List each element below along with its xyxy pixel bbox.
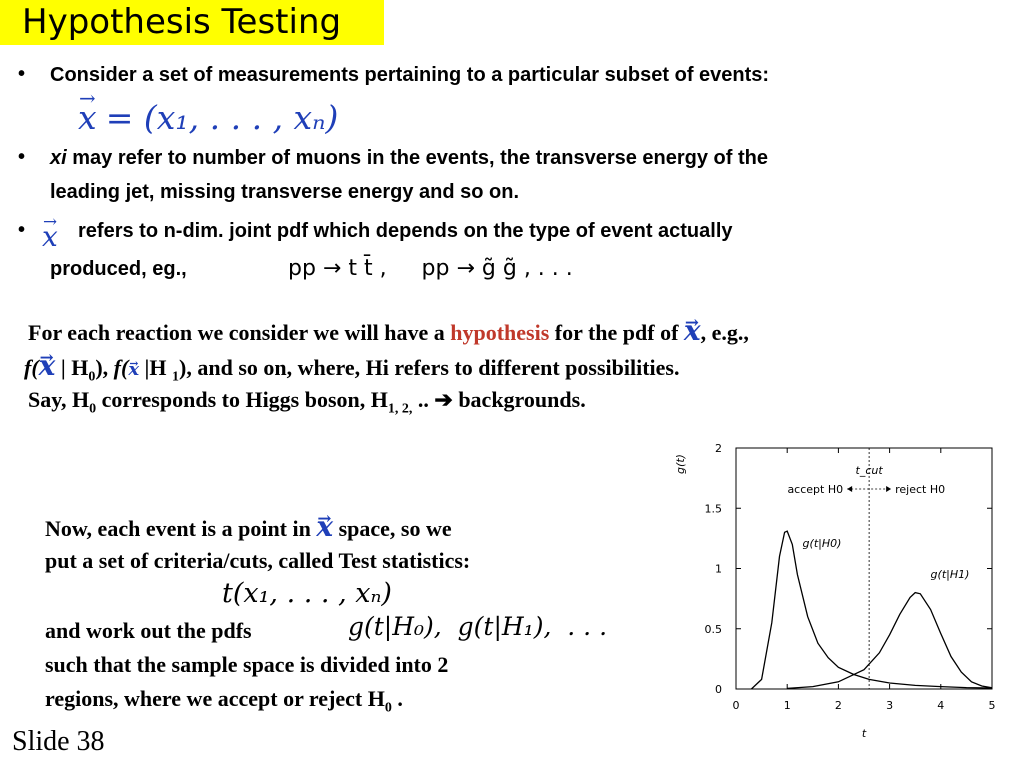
vector-x-inline: → x [39, 349, 56, 383]
paragraph-1-line-3: Say, $H_0$ corresponds to Higgs boson, $H_{1, 2,}$ .. ➔ backgrounds. [28, 387, 586, 417]
x-axis-label: t [861, 727, 867, 740]
y-tick-label: 0.5 [704, 622, 722, 636]
vector-definition [78, 98, 338, 137]
bullet-dot: • [18, 146, 26, 168]
bullet-2-line-1 [50, 141, 768, 175]
paragraph-2-line-4: such that the sample space is divided into 2 [45, 652, 449, 677]
series-line-0 [751, 531, 992, 689]
x-tick-label: 3 [886, 699, 894, 712]
bullet-2-line-2: leading jet, missing transverse energy and so on. [50, 181, 520, 203]
reject-label: reject H0 [895, 482, 946, 496]
y-tick-label: 1.5 [704, 502, 722, 516]
y-tick-label: 0 [715, 683, 722, 696]
bullet-2-text: may refer to number of muons in the events, the transverse energy of the [66, 147, 768, 169]
vector-x-symbol: → x [78, 98, 97, 137]
accept-label: accept H0 [787, 482, 844, 496]
hypothesis-word: hypothesis [450, 320, 550, 345]
bullet-1: Consider a set of measurements pertaining to a particular subset of events: [50, 64, 770, 86]
reaction-equations: pp → t t̄ , pp → g̃ g̃ , . . . [288, 256, 573, 281]
x-tick-label: 2 [834, 699, 842, 712]
cut-label: t_cut [855, 464, 883, 477]
paragraph-2-line-3: and work out the pdfs [45, 618, 252, 643]
vector-x-inline: → x [316, 510, 333, 544]
series-label-h0: g(t|H0) [802, 536, 842, 550]
x-tick-label: 4 [937, 699, 945, 712]
vector-definition-rhs: = (x₁, . . . , xₙ) [105, 98, 339, 137]
x-tick-label: 0 [732, 699, 740, 712]
y-axis-label: g(t) [674, 454, 687, 474]
cut-arrow-head [886, 486, 891, 492]
pdf-equations: g(t|H₀), g(t|H₁), . . . [348, 612, 608, 641]
paragraph-1-line-2: f(→ x | $H_0$), f(→ x |H $_1$), and so on, where, Hi refers to different possibilities. [24, 349, 680, 394]
paragraph-1-line-1: For each reaction we consider we will have a hypothesis for the pdf of → x, e.g., [28, 314, 749, 350]
paragraph-2-line-5: regions, where we accept or reject $H_0$ . [45, 686, 403, 716]
bullet-3-line-2: produced, eg., [50, 258, 187, 280]
bullet-3-line-1: refers to n-dim. joint pdf which depends on the type of event actually [78, 220, 733, 242]
bullet-dot: • [18, 219, 26, 241]
vector-x-inline: → x [128, 353, 139, 387]
pdf-chart [670, 436, 1010, 756]
test-statistic-equation: t(x₁, . . . , xₙ) [222, 578, 392, 609]
cut-arrow-head [847, 486, 852, 492]
bullet-2-var: xi [50, 147, 67, 169]
vector-x-inline: → x [684, 314, 701, 348]
series-label-h1: g(t|H1) [930, 568, 970, 582]
slide-title: Hypothesis Testing [22, 2, 342, 42]
y-tick-label: 2 [715, 442, 722, 455]
vector-x-inline: → x [42, 220, 58, 253]
bullet-dot: • [18, 63, 26, 85]
paragraph-2-line-1: Now, each event is a point in → x space, so we [45, 510, 452, 546]
slide-number: Slide 38 [12, 726, 105, 757]
x-tick-label: 5 [988, 699, 996, 712]
paragraph-2-line-2: put a set of criteria/cuts, called Test statistics: [45, 548, 471, 573]
series-line-1 [787, 593, 992, 689]
y-tick-label: 1 [715, 562, 722, 576]
x-tick-label: 1 [783, 699, 791, 712]
